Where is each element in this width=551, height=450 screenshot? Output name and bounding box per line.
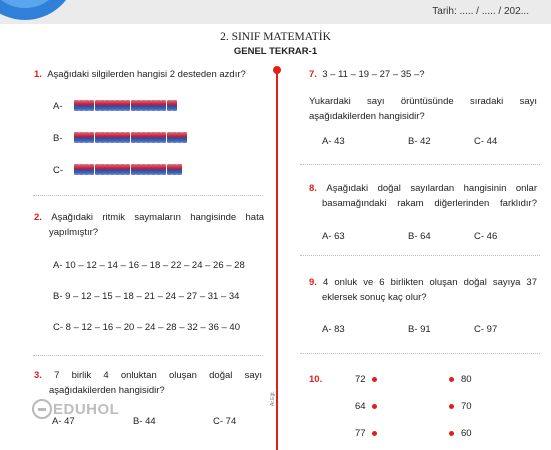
- separator: [33, 355, 263, 356]
- number-sequence: 3 – 11 – 19 – 27 – 35 –?: [322, 69, 425, 80]
- separator: [300, 353, 540, 354]
- question-7-text: [309, 94, 537, 124]
- question-text-line2: eklersek sonuç kaç olur?: [322, 292, 427, 303]
- question-number: 10.: [309, 374, 323, 385]
- match-left-1: 72: [355, 374, 366, 385]
- match-dot-right-1[interactable]: [449, 377, 454, 382]
- question-text-line2: aşağıdakilerden hangisidir?: [309, 111, 425, 122]
- question-text-line1: 7 birlik 4 onluktan oluşan doğal sayı: [54, 370, 262, 381]
- match-left-2: 64: [355, 401, 366, 412]
- question-10: [309, 372, 322, 387]
- eraser-row-c[interactable]: [74, 164, 182, 175]
- question-2: [34, 210, 264, 240]
- eraser-icon: [95, 132, 100, 143]
- eraser-icon: [131, 100, 136, 111]
- logo-text: EDUHOL: [53, 400, 120, 418]
- eraser-icon: [125, 164, 130, 175]
- eraser-icon: [125, 100, 130, 111]
- option-b[interactable]: B- 64: [408, 231, 431, 242]
- side-watermark: Ar.Eğt.: [270, 390, 276, 406]
- option-b[interactable]: B- 91: [408, 324, 431, 335]
- match-left-3: 77: [355, 428, 366, 439]
- question-text-line2: basamağındaki rakam diğerlerinden farklıdır?: [322, 198, 537, 209]
- question-1: [34, 67, 274, 82]
- question-number: 1.: [34, 69, 42, 80]
- option-a-label[interactable]: A-: [53, 101, 63, 112]
- match-dot-left-1[interactable]: [372, 377, 377, 382]
- question-text-line2: aşağıdakilerden hangisidir?: [49, 385, 165, 396]
- separator: [300, 164, 540, 165]
- eraser-icon: [136, 100, 141, 111]
- question-8: [309, 181, 537, 211]
- match-dot-right-3[interactable]: [449, 431, 454, 436]
- eraser-icon: [172, 164, 177, 175]
- option-c[interactable]: C- 46: [474, 231, 498, 242]
- option-a[interactable]: A- 47: [52, 416, 75, 427]
- question-9: [309, 275, 537, 305]
- match-dot-left-3[interactable]: [372, 431, 377, 436]
- corner-decoration: [0, 0, 80, 22]
- question-number: 2.: [34, 212, 42, 223]
- eraser-row-b[interactable]: [74, 132, 187, 143]
- option-b[interactable]: B- 44: [133, 416, 156, 427]
- eraser-icon: [100, 100, 105, 111]
- eraser-icon: [167, 100, 172, 111]
- eraser-icon: [172, 100, 177, 111]
- eduhol-logo: [32, 398, 132, 420]
- option-b[interactable]: B- 42: [408, 136, 431, 147]
- option-c[interactable]: C- 74: [213, 416, 237, 427]
- eraser-icon: [100, 132, 105, 143]
- option-c[interactable]: C- 97: [474, 324, 498, 335]
- separator: [300, 255, 540, 256]
- question-number: 7.: [309, 69, 317, 80]
- eraser-icon: [89, 132, 94, 143]
- question-number: 3.: [34, 370, 42, 381]
- option-c-label[interactable]: C-: [53, 165, 64, 176]
- match-dot-left-2[interactable]: [372, 404, 377, 409]
- eraser-icon: [167, 132, 172, 143]
- page-subtitle: GENEL TEKRAR-1: [233, 46, 318, 57]
- eraser-icon: [182, 132, 187, 143]
- question-text-line1: Yukardaki sayı örüntüsünde sıradaki sayı: [309, 96, 537, 107]
- question-text-line1: Aşağıdaki doğal sayılardan hangisinin onlar: [326, 183, 538, 194]
- logo-circle-icon: [32, 399, 52, 419]
- option-a[interactable]: A- 63: [322, 231, 345, 242]
- option-c[interactable]: C- 44: [474, 136, 498, 147]
- eraser-row-a[interactable]: [74, 100, 177, 111]
- eraser-icon: [177, 164, 182, 175]
- eraser-icon: [161, 164, 166, 175]
- eraser-icon: [89, 164, 94, 175]
- eraser-icon: [167, 164, 172, 175]
- option-c[interactable]: C- 8 – 12 – 16 – 20 – 24 – 28 – 32 – 36 – 40: [53, 322, 240, 333]
- eraser-icon: [95, 164, 100, 175]
- eraser-icon: [136, 132, 141, 143]
- question-7: [309, 67, 539, 82]
- question-text-line1: Aşağıdaki ritmik saymaların hangisinde hata: [51, 212, 265, 223]
- eraser-icon: [95, 100, 100, 111]
- option-a[interactable]: A- 43: [322, 136, 345, 147]
- eraser-icon: [172, 132, 177, 143]
- question-number: 8.: [309, 183, 317, 194]
- eraser-icon: [136, 164, 141, 175]
- option-a[interactable]: A- 10 – 12 – 14 – 16 – 18 – 22 – 24 – 26 – 28: [53, 260, 245, 271]
- eraser-icon: [100, 164, 105, 175]
- match-right-2: 70: [461, 401, 472, 412]
- match-right-1: 80: [461, 374, 472, 385]
- match-right-3: 60: [461, 428, 472, 439]
- separator: [33, 195, 263, 196]
- option-a[interactable]: A- 83: [322, 324, 345, 335]
- eraser-icon: [131, 164, 136, 175]
- eraser-icon: [89, 100, 94, 111]
- question-number: 9.: [309, 277, 317, 288]
- match-dot-right-2[interactable]: [449, 404, 454, 409]
- eraser-icon: [125, 132, 130, 143]
- eraser-icon: [161, 132, 166, 143]
- question-text: Aşağıdaki silgilerden hangisi 2 desteden azdır?: [47, 69, 246, 80]
- option-b[interactable]: B- 9 – 12 – 15 – 18 – 21 – 24 – 27 – 31 – 34: [53, 291, 240, 302]
- question-text-line1: 4 onluk ve 6 birlikten oluşan doğal sayıya 37: [323, 277, 537, 288]
- date-field[interactable]: Tarih: ..... / ..... / 202...: [432, 6, 529, 17]
- eraser-icon: [131, 132, 136, 143]
- question-3: [34, 368, 262, 398]
- page-title: 2. SINIF MATEMATİK: [220, 31, 331, 43]
- eraser-icon: [161, 100, 166, 111]
- option-b-label[interactable]: B-: [53, 133, 63, 144]
- question-text-line2: yapılmıştır?: [49, 227, 99, 238]
